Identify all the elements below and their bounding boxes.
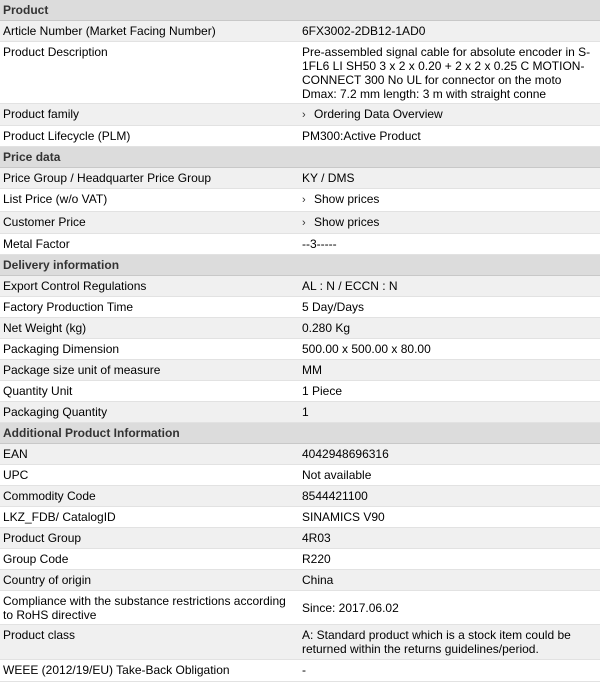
row-value: R220 xyxy=(302,552,331,566)
table-row xyxy=(0,444,600,465)
row-label: Packaging Quantity xyxy=(3,405,108,419)
row-value: SINAMICS V90 xyxy=(302,510,385,524)
table-row xyxy=(0,297,600,318)
section-header: Price data xyxy=(0,147,600,168)
row-label: Country of origin xyxy=(3,573,92,587)
row-value: 500.00 x 500.00 x 80.00 xyxy=(302,342,431,356)
table-row xyxy=(0,660,600,682)
row-value: China xyxy=(302,573,334,587)
row-label: List Price (w/o VAT) xyxy=(3,192,108,206)
table-row xyxy=(0,360,600,381)
link-label[interactable]: Show prices xyxy=(314,192,380,206)
row-value: Not available xyxy=(302,468,372,482)
row-value: 4042948696316 xyxy=(302,447,389,461)
table-row xyxy=(0,402,600,423)
section-header: Delivery information xyxy=(0,255,600,276)
table-row xyxy=(0,486,600,507)
row-value: Since: 2017.06.02 xyxy=(302,601,399,615)
row-label: LKZ_FDB/ CatalogID xyxy=(3,510,116,524)
row-label: Customer Price xyxy=(3,215,86,229)
table-row xyxy=(0,549,600,570)
table-row xyxy=(0,104,600,126)
table-row xyxy=(0,189,600,212)
section-header: Additional Product Information xyxy=(0,423,600,444)
row-label: Packaging Dimension xyxy=(3,342,120,356)
row-value: 1 Piece xyxy=(302,384,343,398)
row-value: 1 xyxy=(302,405,309,419)
row-label: EAN xyxy=(3,447,28,461)
row-label: Product class xyxy=(3,628,76,642)
table-row xyxy=(0,528,600,549)
row-label: Product Lifecycle (PLM) xyxy=(3,129,131,143)
table-row xyxy=(0,234,600,255)
row-value: 5 Day/Days xyxy=(302,300,365,314)
row-value: A: Standard product which is a stock item could be returned within the returns guidelines/period. xyxy=(302,628,571,656)
row-label: Article Number (Market Facing Number) xyxy=(3,24,216,38)
row-label: WEEE (2012/19/EU) Take-Back Obligation xyxy=(3,663,230,677)
row-value: Pre-assembled signal cable for absolute encoder in S-1FL6 LI SH50 3 x 2 x 0.20 + 2 x 2 x 0.25 C MOTION-CONNECT 300 No UL for connector on the moto Dmax: 7.2 mm length: 3 m with straight conne xyxy=(302,45,591,101)
row-value-link[interactable] xyxy=(299,104,600,125)
link-label[interactable]: Ordering Data Overview xyxy=(314,107,443,121)
table-row xyxy=(0,591,600,625)
table-row xyxy=(0,318,600,339)
row-value-link[interactable] xyxy=(299,212,600,233)
row-label: Net Weight (kg) xyxy=(3,321,87,335)
row-label: Product family xyxy=(3,107,80,121)
row-value: KY / DMS xyxy=(302,171,355,185)
row-label: Package size unit of measure xyxy=(3,363,161,377)
row-label: Commodity Code xyxy=(3,489,96,503)
table-row xyxy=(0,276,600,297)
row-value: 4R03 xyxy=(302,531,331,545)
row-label: Product Group xyxy=(3,531,82,545)
row-value: AL : N / ECCN : N xyxy=(302,279,398,293)
row-value: 0.280 Kg xyxy=(302,321,351,335)
section-header: Product xyxy=(0,0,600,21)
row-value: MM xyxy=(302,363,322,377)
row-value: - xyxy=(302,663,306,677)
row-label: Price Group / Headquarter Price Group xyxy=(3,171,212,185)
row-label: Export Control Regulations xyxy=(3,279,147,293)
chevron-right-icon: › xyxy=(302,109,306,121)
table-row xyxy=(0,168,600,189)
row-label: Quantity Unit xyxy=(3,384,73,398)
table-row xyxy=(0,339,600,360)
table-row xyxy=(0,625,600,660)
link-label[interactable]: Show prices xyxy=(314,215,380,229)
row-value: PM300:Active Product xyxy=(302,129,421,143)
table-row xyxy=(0,381,600,402)
table-row xyxy=(0,126,600,147)
row-label: Product Description xyxy=(3,45,108,59)
row-value-link[interactable] xyxy=(299,189,600,211)
row-label: Compliance with the substance restrictions according to RoHS directive xyxy=(3,594,286,622)
chevron-right-icon: › xyxy=(302,217,306,229)
row-label: UPC xyxy=(3,468,29,482)
row-value: 8544421100 xyxy=(302,489,368,503)
table-row xyxy=(0,42,600,104)
table-row xyxy=(0,465,600,486)
table-row xyxy=(0,21,600,42)
table-row xyxy=(0,212,600,234)
chevron-right-icon: › xyxy=(302,194,306,206)
table-row xyxy=(0,507,600,528)
row-label: Group Code xyxy=(3,552,69,566)
row-value: --3----- xyxy=(302,237,337,251)
table-row xyxy=(0,570,600,591)
row-label: Factory Production Time xyxy=(3,300,134,314)
row-value: 6FX3002-2DB12-1AD0 xyxy=(302,24,426,38)
row-label: Metal Factor xyxy=(3,237,70,251)
